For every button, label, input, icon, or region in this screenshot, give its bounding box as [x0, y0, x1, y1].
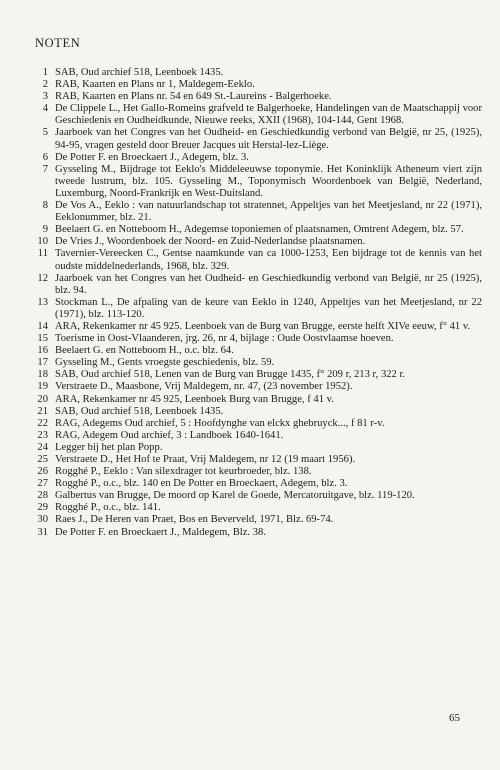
note-item	[30, 502, 482, 514]
note-item	[30, 127, 482, 151]
note-number: 18	[37, 369, 48, 381]
note-text: De Potter F. en Broeckaert J., Adegem, blz. 3.	[55, 151, 249, 163]
note-text: Verstraete D., Maasbone, Vrij Maldegem, nr. 47, (23 november 1952).	[55, 381, 353, 393]
note-item	[30, 297, 482, 321]
note-item	[30, 321, 482, 333]
note-number: 23	[37, 429, 48, 441]
note-number: 20	[37, 393, 48, 405]
notes-list	[30, 67, 482, 539]
note-number: 10	[37, 236, 48, 248]
section-heading: NOTEN	[35, 36, 81, 50]
note-number: 31	[37, 526, 48, 538]
note-number: 2	[42, 79, 48, 91]
note-text: Galbertus van Brugge, De moord op Karel de Goede, Mercatoruitgave, blz. 119-120.	[55, 490, 415, 502]
note-item	[30, 248, 482, 272]
note-item	[30, 381, 482, 393]
note-text: Legger bij het plan Popp.	[55, 441, 163, 453]
note-item	[30, 236, 482, 248]
note-text: De Vries J., Woordenboek der Noord- en Zuid-Nederlandse plaatsnamen.	[55, 236, 366, 248]
note-number: 19	[37, 381, 48, 393]
note-number: 13	[37, 296, 48, 308]
note-text: De Potter F. en Broeckaert J., Maldegem, Blz. 38.	[55, 526, 266, 538]
note-item	[30, 406, 482, 418]
note-text: Verstraete D., Het Hof te Praat, Vrij Maldegem, nr 12 (19 maart 1956).	[55, 454, 356, 465]
note-text: Rogghé P., o.c., blz. 140 en De Potter en Broeckaert, Adegem, blz. 3.	[55, 478, 348, 490]
note-text: Gysseling M., Gents vroegste geschiedenis, blz. 59.	[55, 357, 275, 369]
note-item	[30, 152, 482, 164]
note-item	[30, 490, 482, 502]
note-text: RAB, Kaarten en Plans nr 1, Maldegem-Eeklo.	[55, 79, 255, 91]
note-number: 4	[42, 103, 48, 115]
note-item	[30, 224, 482, 236]
note-number: 26	[37, 466, 48, 478]
note-text: Raes J., De Heren van Praet, Bos en Beverveld, 1971, Blz. 69-74.	[55, 514, 334, 526]
note-number: 14	[37, 320, 48, 332]
note-number: 9	[42, 224, 48, 236]
note-text: RAB, Kaarten en Plans nr. 54 en 649 St.-Laureins - Balgerhoeke.	[55, 91, 332, 103]
note-text: ARA, Rekenkamer nr 45 925, Leenboek Burg van Brugge, f 41 v.	[55, 393, 334, 405]
note-number: 29	[37, 502, 48, 514]
note-number: 1	[42, 67, 48, 78]
note-text: SAB, Oud archief 518, Leenboek 1435.	[55, 67, 224, 78]
note-number: 8	[42, 200, 48, 212]
note-item	[30, 79, 482, 91]
note-number: 11	[37, 248, 48, 260]
page-number: 65	[449, 712, 460, 724]
note-item	[30, 430, 482, 442]
note-text: Stockman L., De afpaling van de keure van Eeklo in 1240, Appeltjes van het Meetjesland, nr 22 (1971), blz. 113-120.	[55, 296, 482, 320]
note-item	[30, 345, 482, 357]
note-text: Rogghé P., Eeklo : Van silexdrager tot keurbroeder, blz. 138.	[55, 466, 312, 478]
note-number: 22	[37, 417, 48, 429]
note-item	[30, 200, 482, 224]
note-text: Tavernier-Vereecken C., Gentse naamkunde van ca 1000-1253, Een bijdrage tot de kennis van het oudste middelnederlands, 1968, blz. 329.	[55, 248, 482, 272]
note-number: 30	[37, 514, 48, 526]
note-text: Jaarboek van het Congres van het Oudheid- en Geschiedkundig verbond van België, nr 25, (1925), 94-95, vragen gesteld door Breuer Jacques uit Herstal-lez-Liège.	[55, 127, 482, 151]
note-text: Toerisme in Oost-Vlaanderen, jrg. 26, nr 4, bijlage : Oude Oostvlaamse hoeven.	[55, 333, 394, 345]
note-item	[30, 103, 482, 127]
note-item	[30, 478, 482, 490]
note-text: SAB, Oud archief 518, Leenboek 1435.	[55, 405, 224, 417]
note-item	[30, 164, 482, 200]
note-text: RAG, Adegems Oud archief, 5 : Hoofdynghe van elckx ghebruyck..., f 81 r-v.	[55, 417, 385, 429]
note-item	[30, 514, 482, 526]
note-text: Gysseling M., Bijdrage tot Eeklo's Middeleeuwse toponymie. Het Koninklijk Atheneum viert zijn tweede lustrum, blz. 105. Gysseling M., Toponymisch Woordenboek van België, Nederland, Luxemburg, Noord-Frankrijk en West-Duitsland.	[55, 163, 482, 199]
note-number: 15	[37, 333, 48, 345]
note-number: 21	[37, 405, 48, 417]
note-number: 3	[42, 91, 48, 103]
note-text: SAB, Oud archief 518, Lenen van de Burg van Brugge 1435, f° 209 r, 213 r, 322 r.	[55, 369, 406, 381]
note-item	[30, 454, 482, 466]
note-item	[30, 91, 482, 103]
note-text: De Vos A., Eeklo : van natuurlandschap tot stratennet, Appeltjes van het Meetjesland, nr 22 (1971), Eeklonummer, blz. 21.	[55, 200, 482, 224]
note-item	[30, 333, 482, 345]
note-item	[30, 418, 482, 430]
note-number: 7	[42, 163, 48, 175]
note-number: 16	[37, 345, 48, 357]
note-text: De Clippele L., Het Gallo-Romeins grafveld te Balgerhoeke, Handelingen van de Maatschappij voor Geschiedenis en Oudheidkunde, Nieuwe reeks, XXII (1968), 104-144, Gent 1968.	[55, 103, 482, 127]
note-item	[30, 273, 482, 297]
note-text: RAG, Adegem Oud archief, 3 : Landboek 1640-1641.	[55, 429, 284, 441]
note-item	[30, 67, 482, 79]
note-number: 27	[37, 478, 48, 490]
note-number: 28	[37, 490, 48, 502]
note-number: 12	[37, 272, 48, 284]
note-item	[30, 369, 482, 381]
note-number: 17	[37, 357, 48, 369]
note-number: 6	[42, 151, 48, 163]
note-text: ARA, Rekenkamer nr 45 925. Leenboek van de Burg van Brugge, eerste helft XIVe eeuw, f° 41 v.	[55, 320, 471, 332]
note-text: Rogghé P., o.c., blz. 141.	[55, 502, 161, 514]
note-item	[30, 466, 482, 478]
note-item	[30, 527, 482, 539]
note-number: 5	[42, 127, 48, 139]
note-item	[30, 394, 482, 406]
note-text: Beelaert G. en Notteboom H., Adegemse toponiemen of plaatsnamen, Omtrent Adegem, blz. 57.	[55, 224, 464, 236]
note-number: 24	[37, 441, 48, 453]
note-number: 25	[37, 454, 48, 465]
note-item	[30, 442, 482, 454]
note-item	[30, 357, 482, 369]
note-text: Jaarboek van het Congres van het Oudheid- en Geschiedkundig verbond van België, nr 25 (1925), blz. 94.	[55, 272, 482, 296]
note-text: Beelaert G. en Notteboom H., o.c. blz. 64.	[55, 345, 234, 357]
